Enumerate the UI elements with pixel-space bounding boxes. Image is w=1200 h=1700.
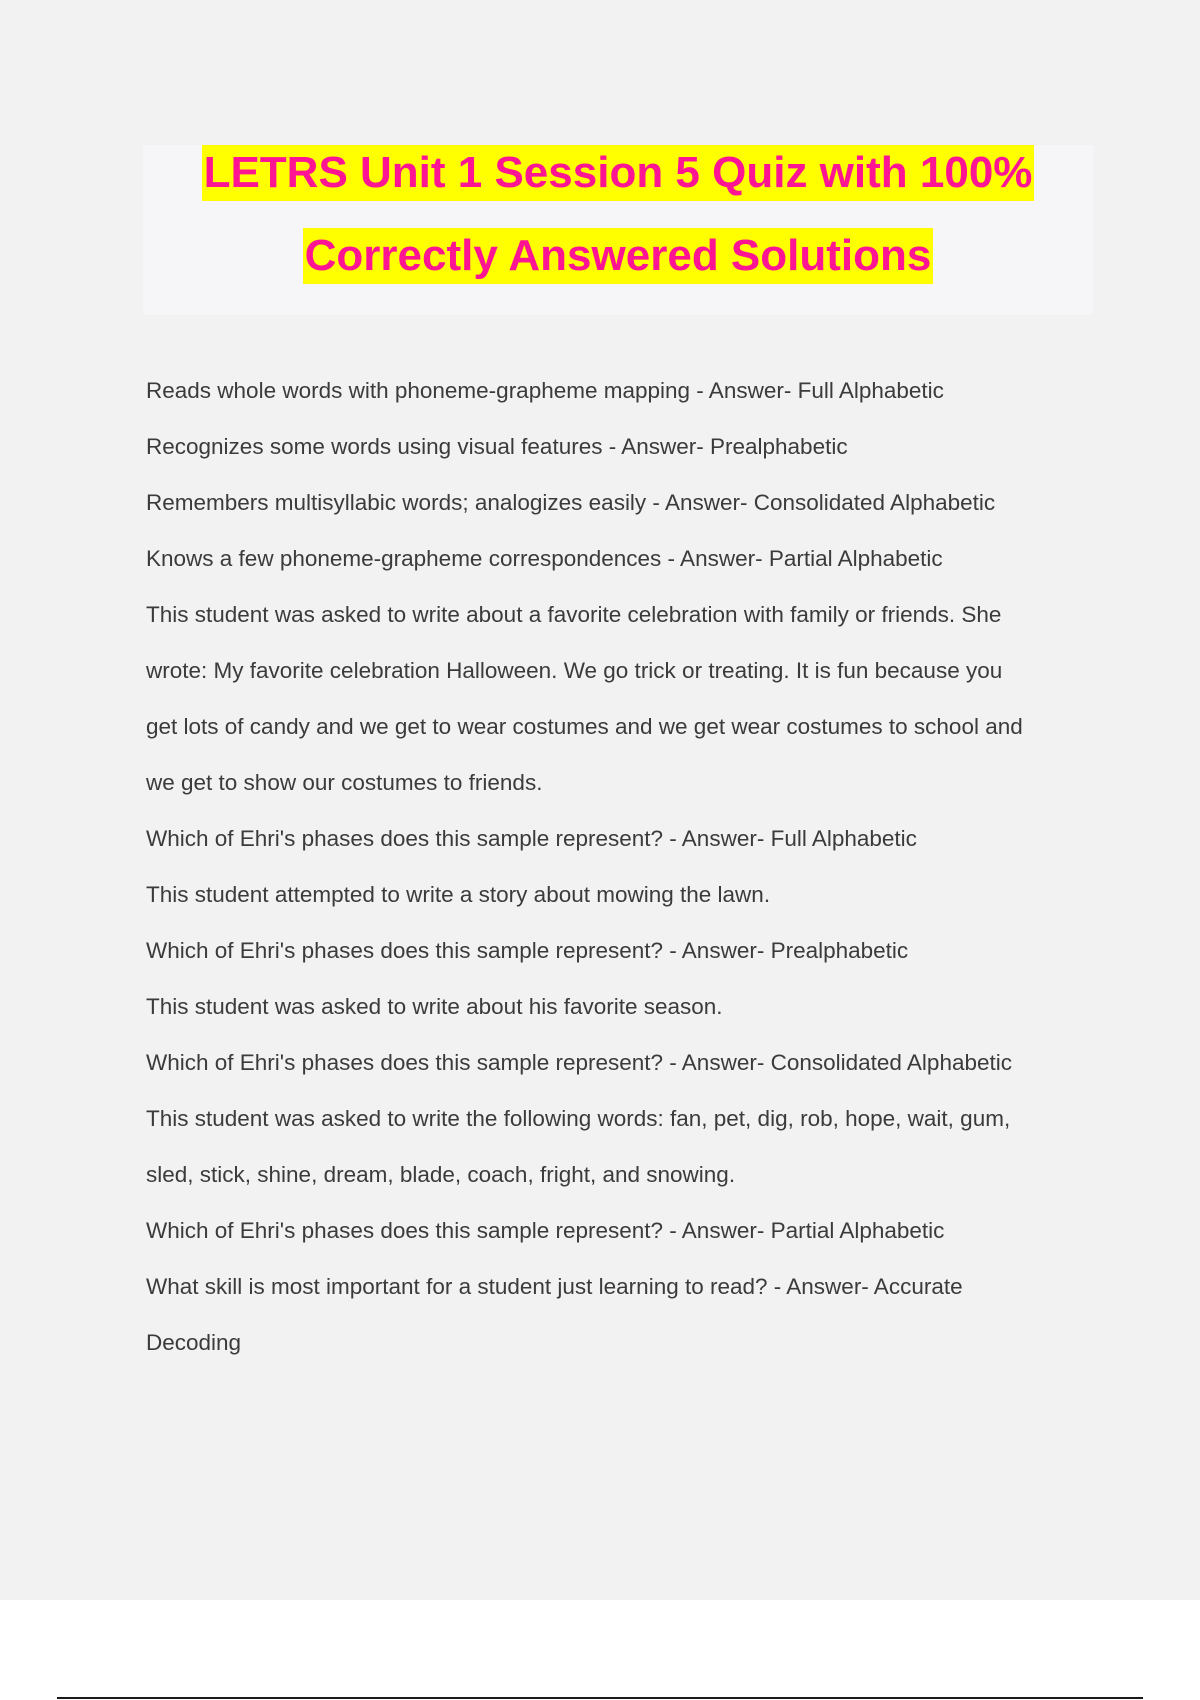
- title-block: [143, 145, 1093, 315]
- text-line: Which of Ehri's phases does this sample represent? - Answer- Prealphabetic: [146, 938, 909, 963]
- text-line: Which of Ehri's phases does this sample represent? - Answer- Full Alphabetic: [146, 826, 917, 851]
- text-line: This student attempted to write a story about mowing the lawn.: [146, 882, 771, 907]
- text-line: Which of Ehri's phases does this sample represent? - Answer- Consolidated Alphabetic: [146, 1050, 1012, 1075]
- text-line: This student was asked to write about his favorite season.: [146, 994, 723, 1019]
- quiz-content: [146, 363, 1096, 1371]
- text-line: sled, stick, shine, dream, blade, coach, fright, and snowing.: [146, 1162, 736, 1187]
- text-line: This student was asked to write about a favorite celebration with family or friends. She: [146, 602, 1002, 627]
- text-line: Which of Ehri's phases does this sample represent? - Answer- Partial Alphabetic: [146, 1218, 945, 1243]
- document-title-line-1: LETRS Unit 1 Session 5 Quiz with 100%: [202, 145, 1035, 201]
- text-line: get lots of candy and we get to wear costumes and we get wear costumes to school and: [146, 714, 1023, 739]
- text-line: This student was asked to write the following words: fan, pet, dig, rob, hope, wait, gum,: [146, 1106, 1011, 1131]
- text-line: Recognizes some words using visual features - Answer- Prealphabetic: [146, 434, 848, 459]
- text-line: Decoding: [146, 1330, 242, 1355]
- footer-divider: [57, 1697, 1143, 1699]
- text-line: What skill is most important for a student just learning to read? - Answer- Accurate: [146, 1274, 963, 1299]
- text-line: Remembers multisyllabic words; analogizes easily - Answer- Consolidated Alphabetic: [146, 490, 996, 515]
- text-line: Knows a few phoneme-grapheme correspondences - Answer- Partial Alphabetic: [146, 546, 943, 571]
- text-line: we get to show our costumes to friends.: [146, 770, 543, 795]
- text-line: Reads whole words with phoneme-grapheme mapping - Answer- Full Alphabetic: [146, 378, 944, 403]
- text-line: wrote: My favorite celebration Halloween. We go trick or treating. It is fun because you: [146, 658, 1003, 683]
- document-title-line-2: Correctly Answered Solutions: [303, 228, 934, 284]
